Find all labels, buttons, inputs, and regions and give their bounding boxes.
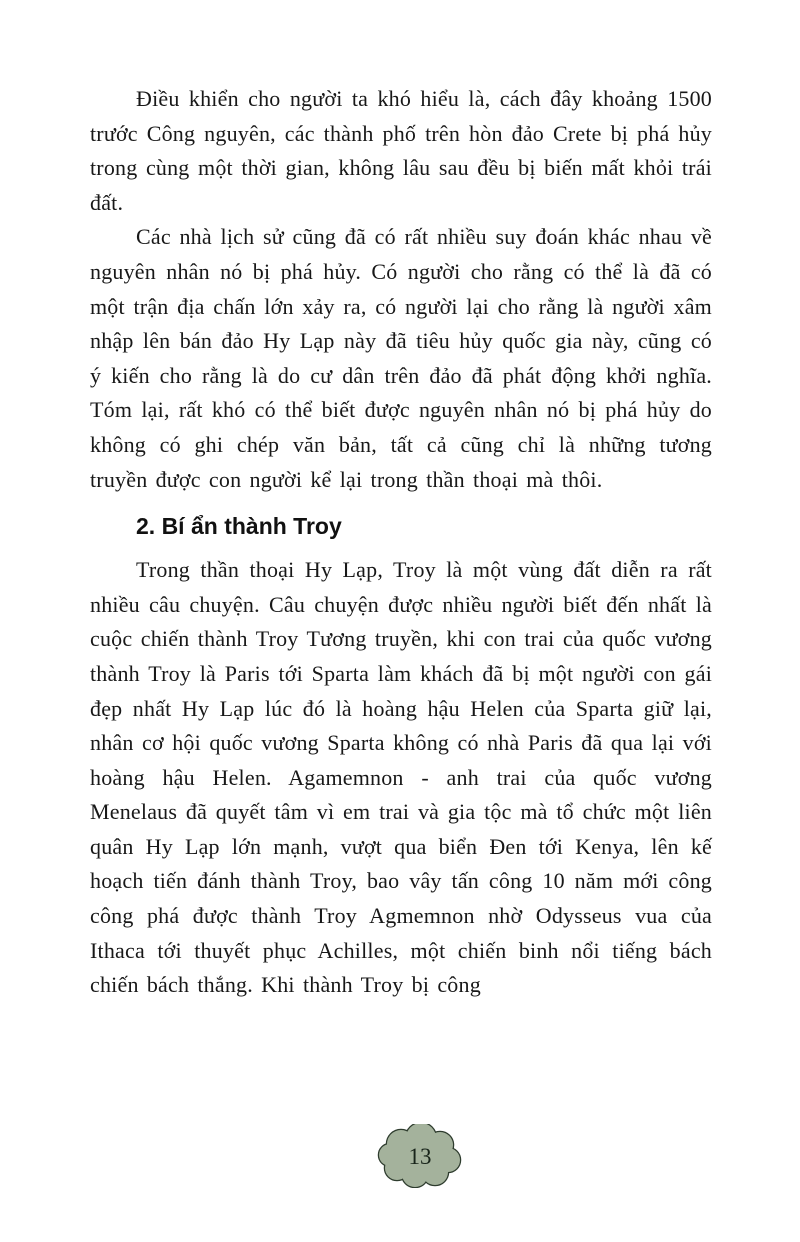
paragraph-crete-destruction: Điều khiển cho người ta khó hiểu là, cách đây khoảng 1500 trước Công nguyên, các thành phố trên hòn đảo Crete bị phá hủy trong cùng một thời gian, không lâu sau đều bị biến mất khỏi trái đất. xyxy=(90,86,712,215)
book-page-text xyxy=(90,82,712,1003)
page-number-badge xyxy=(377,1124,463,1188)
page-number: 13 xyxy=(408,1144,432,1169)
paragraph-historian-theories: Các nhà lịch sử cũng đã có rất nhiều suy đoán khác nhau về nguyên nhân nó bị phá hủy. Có người cho rằng có thể là đã có một trận địa chấn lớn xảy ra, có người lại cho rằng là người xâm nhập lên bán đảo Hy Lạp này đã tiêu hủy quốc gia này, cũng có ý kiến cho rằng là do cư dân trên đảo đã phát động khởi nghĩa. Tóm lại, rất khó có thể biết được nguyên nhân nó bị phá hủy do không có ghi chép văn bản, tất cả cũng chỉ là những tương truyền được con người kể lại trong thần thoại mà thôi. xyxy=(90,224,712,492)
paragraph-troy-legend: Trong thần thoại Hy Lạp, Troy là một vùng đất diễn ra rất nhiều câu chuyện. Câu chuyện được nhiều người biết đến nhất là cuộc chiến thành Troy Tương truyền, khi con trai của quốc vương thành Troy là Paris tới Sparta làm khách đã bị một người con gái đẹp nhất Hy Lạp lúc đó là hoàng hậu Helen của Sparta giữ lại, nhân cơ hội quốc vương Sparta không có nhà Paris đã qua lại với hoàng hậu Helen. Agamemnon - anh trai của quốc vương Menelaus đã quyết tâm vì em trai và gia tộc mà tổ chức một liên quân Hy Lạp lớn mạnh, vượt qua biển Đen tới Kenya, lên kế hoạch tiến đánh thành Troy, bao vây tấn công 10 năm mới công công phá được thành Troy Agmemnon nhờ Odysseus vua của Ithaca tới thuyết phục Achilles, một chiến binh nổi tiếng bách chiến bách thắng. Khi thành Troy bị công xyxy=(90,557,712,998)
section-heading-troy: 2. Bí ẩn thành Troy xyxy=(136,513,342,540)
